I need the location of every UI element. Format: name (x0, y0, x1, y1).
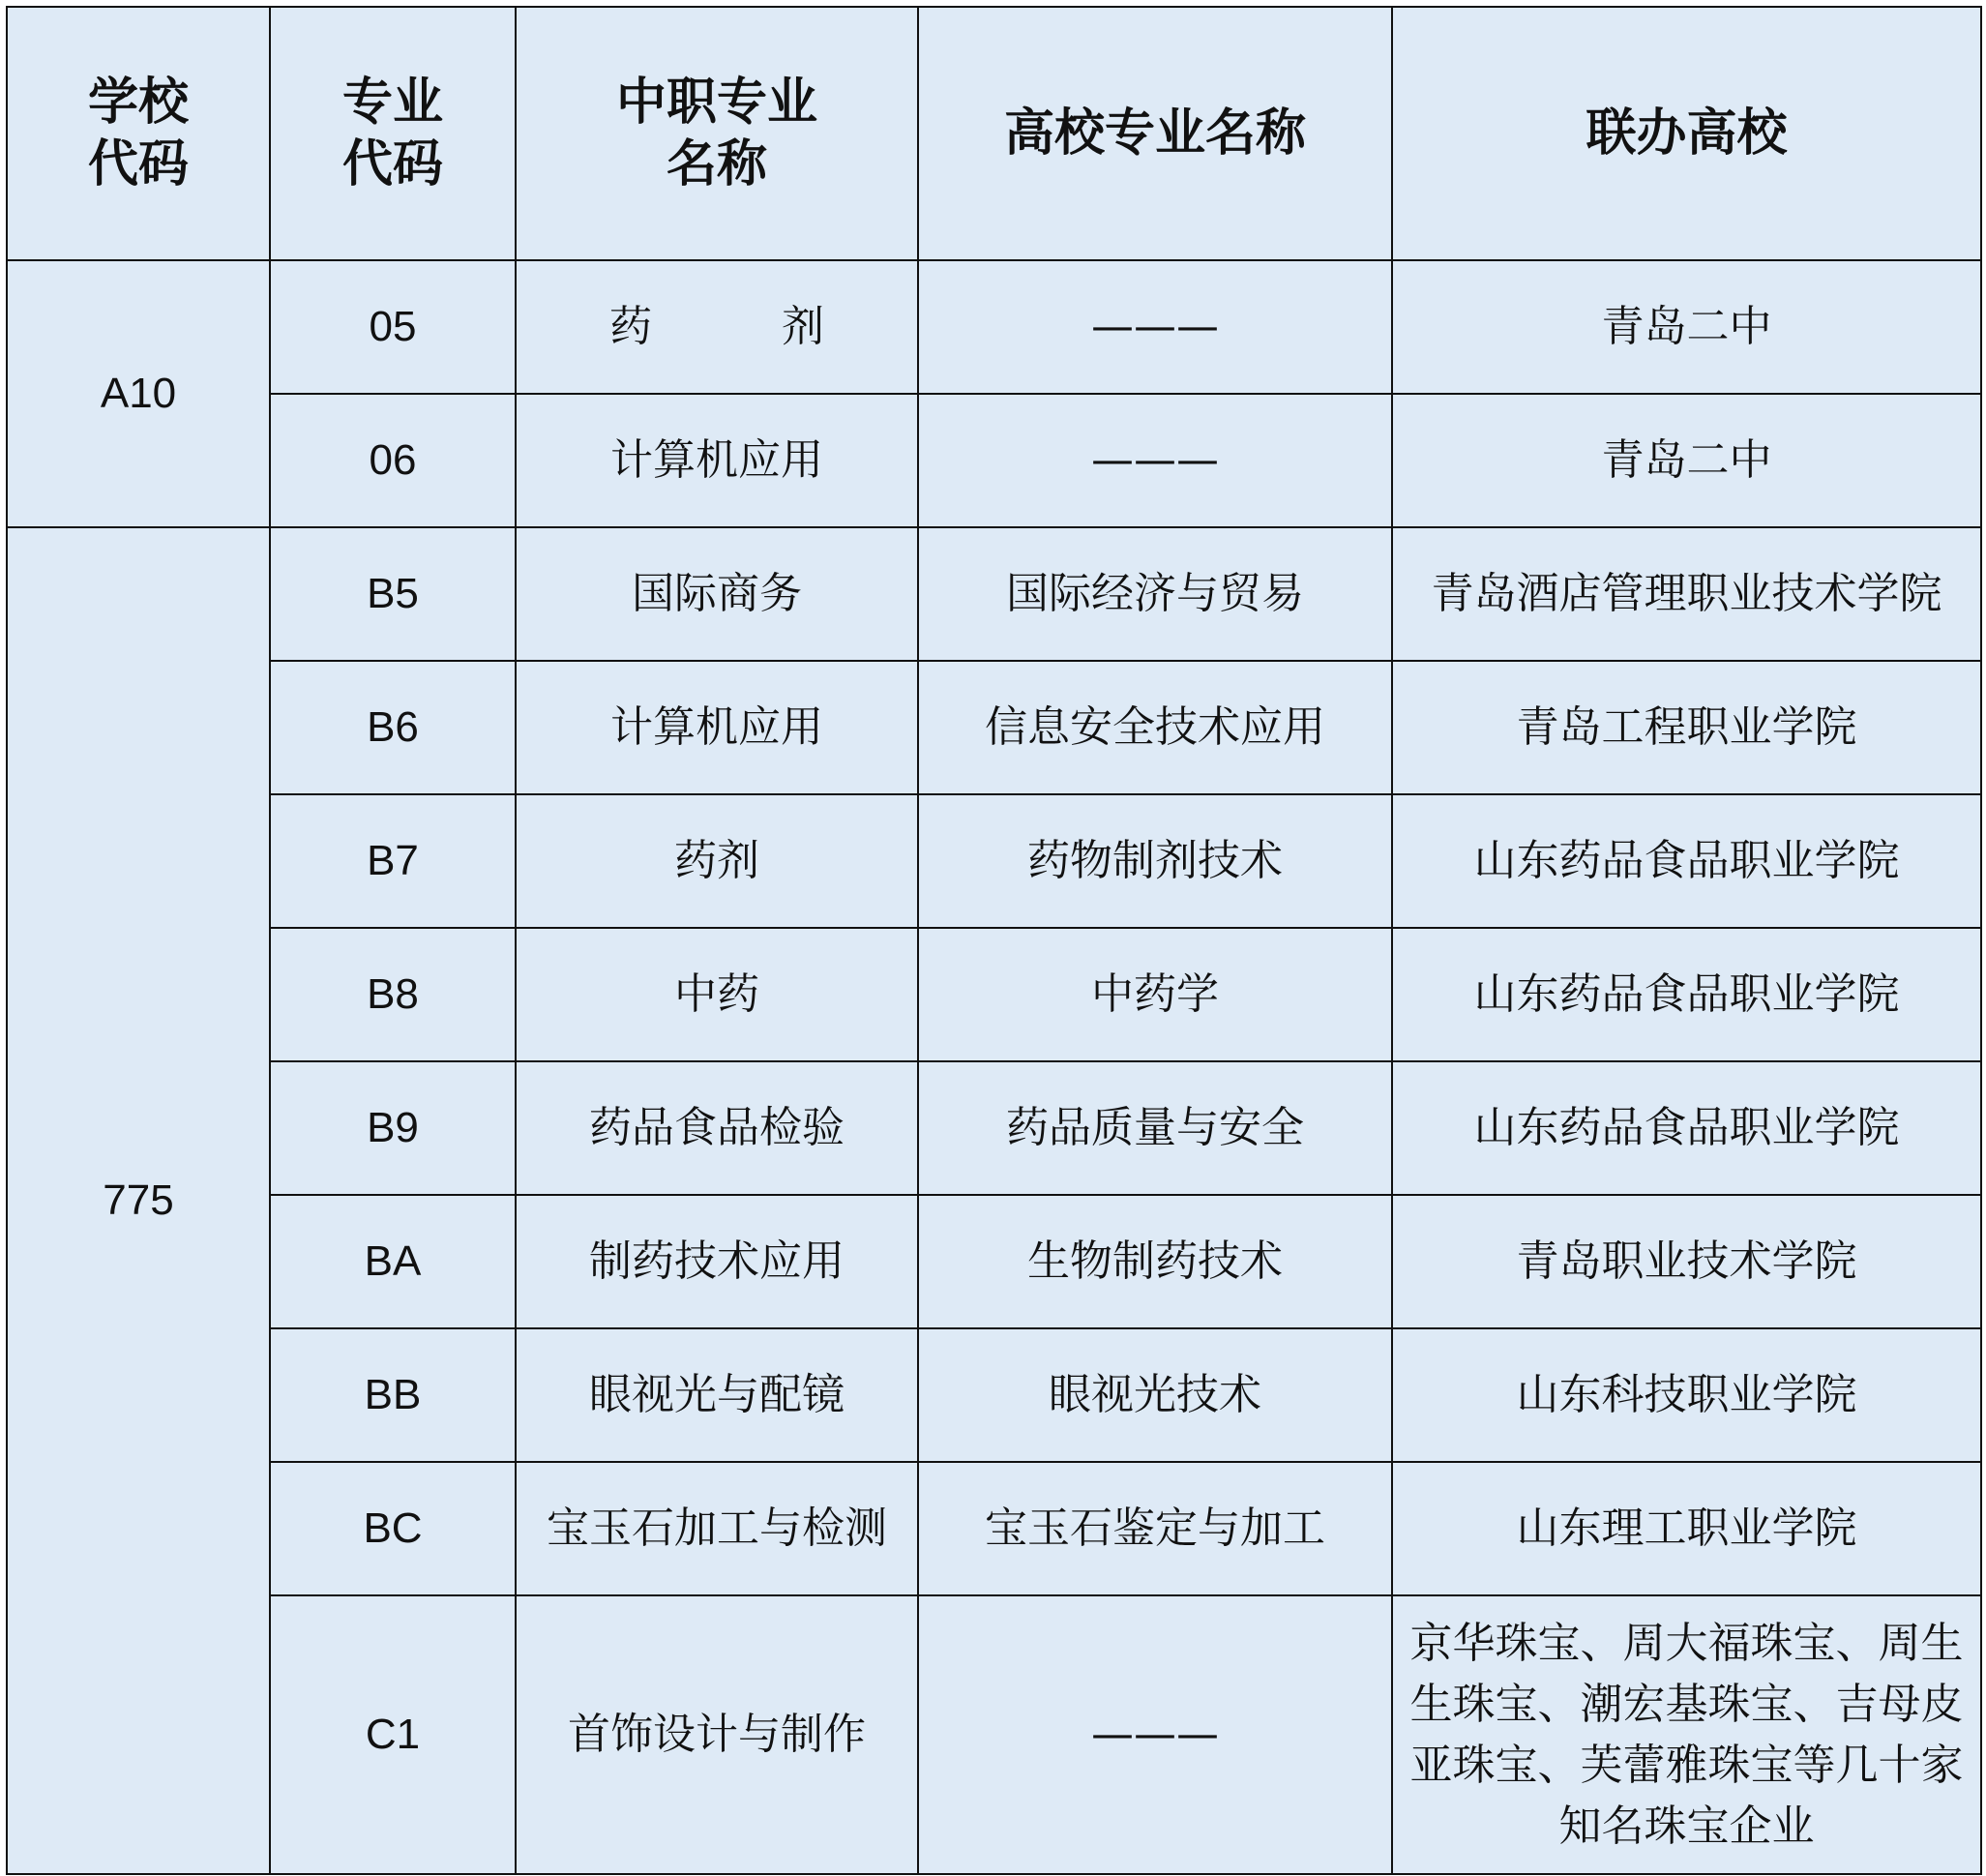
table-row (7, 794, 1981, 928)
secondary-major-cell: 药品食品检验 (516, 1061, 918, 1195)
table-row (7, 1328, 1981, 1462)
header-secondary-major-name: 中职专业名称 (516, 7, 918, 260)
table-row (7, 661, 1981, 794)
partner-college-text: 青岛酒店管理职业技术学院 (1431, 569, 1942, 618)
secondary-major-text: 药 剂 (609, 302, 882, 351)
majors-table (6, 6, 1982, 1875)
college-major-cell: 眼视光技术 (918, 1328, 1392, 1462)
major-code-cell: C1 (270, 1595, 516, 1874)
partner-college-cell: 山东药品食品职业学院 (1392, 1061, 1981, 1195)
major-code-cell: 06 (270, 394, 516, 527)
college-major-cell: 宝玉石鉴定与加工 (918, 1462, 1392, 1595)
college-major-cell: ——— (918, 1595, 1392, 1874)
table-row (7, 1595, 1981, 1874)
major-code-cell: BB (270, 1328, 516, 1462)
table-row (7, 1061, 1981, 1195)
college-major-cell: ——— (918, 260, 1392, 394)
major-code-cell: B5 (270, 527, 516, 661)
secondary-major-cell: 国际商务 (516, 527, 918, 661)
school-code-cell: 775 (7, 527, 270, 1874)
secondary-major-text: 宝玉石加工与检测 (547, 1504, 887, 1553)
header-partner-college: 联办高校 (1392, 7, 1981, 260)
college-major-cell: 信息安全技术应用 (918, 661, 1392, 794)
partner-college-cell: 青岛二中 (1392, 260, 1981, 394)
college-major-cell: 药品质量与安全 (918, 1061, 1392, 1195)
table-row (7, 1195, 1981, 1328)
header-major-code: 专业代码 (270, 7, 516, 260)
school-code-cell: A10 (7, 260, 270, 527)
secondary-major-cell: 药剂 (516, 794, 918, 928)
secondary-major-cell: 计算机应用 (516, 661, 918, 794)
partner-college-cell: 青岛二中 (1392, 394, 1981, 527)
college-major-cell: 中药学 (918, 928, 1392, 1061)
partner-college-cell: 青岛职业技术学院 (1392, 1195, 1981, 1328)
college-major-cell: 药物制剂技术 (918, 794, 1392, 928)
table-row (7, 928, 1981, 1061)
table-row (7, 1462, 1981, 1595)
major-code-cell: 05 (270, 260, 516, 394)
table-row (7, 260, 1981, 394)
partner-college-cell: 山东药品食品职业学院 (1392, 794, 1981, 928)
secondary-major-cell: 中药 (516, 928, 918, 1061)
secondary-major-cell: 计算机应用 (516, 394, 918, 527)
college-major-cell: 国际经济与贸易 (918, 527, 1392, 661)
partner-college-cell (1392, 1595, 1981, 1874)
secondary-major-cell: 制药技术应用 (516, 1195, 918, 1328)
partner-college-cell: 青岛工程职业学院 (1392, 661, 1981, 794)
partner-college-cell: 山东理工职业学院 (1392, 1462, 1981, 1595)
header-college-major-name: 高校专业名称 (918, 7, 1392, 260)
major-code-cell: BA (270, 1195, 516, 1328)
partner-college-cell (1392, 527, 1981, 661)
major-code-cell: B9 (270, 1061, 516, 1195)
header-school-code: 学校代码 (7, 7, 270, 260)
secondary-major-cell: 眼视光与配镜 (516, 1328, 918, 1462)
major-code-cell: B8 (270, 928, 516, 1061)
major-code-cell: B7 (270, 794, 516, 928)
secondary-major-cell: 首饰设计与制作 (516, 1595, 918, 1874)
table-row (7, 394, 1981, 527)
college-major-cell: 生物制药技术 (918, 1195, 1392, 1328)
college-major-cell: ——— (918, 394, 1392, 527)
secondary-major-cell (516, 1462, 918, 1595)
major-code-cell: B6 (270, 661, 516, 794)
secondary-major-cell (516, 260, 918, 394)
header-row (7, 7, 1981, 260)
major-code-cell: BC (270, 1462, 516, 1595)
partner-college-text: 京华珠宝、周大福珠宝、周生生珠宝、潮宏基珠宝、吉母皮亚珠宝、芙蕾雅珠宝等几十家知名珠宝企业 (1409, 1619, 1964, 1851)
partner-college-cell: 山东科技职业学院 (1392, 1328, 1981, 1462)
table-row (7, 527, 1981, 661)
partner-college-cell: 山东药品食品职业学院 (1392, 928, 1981, 1061)
